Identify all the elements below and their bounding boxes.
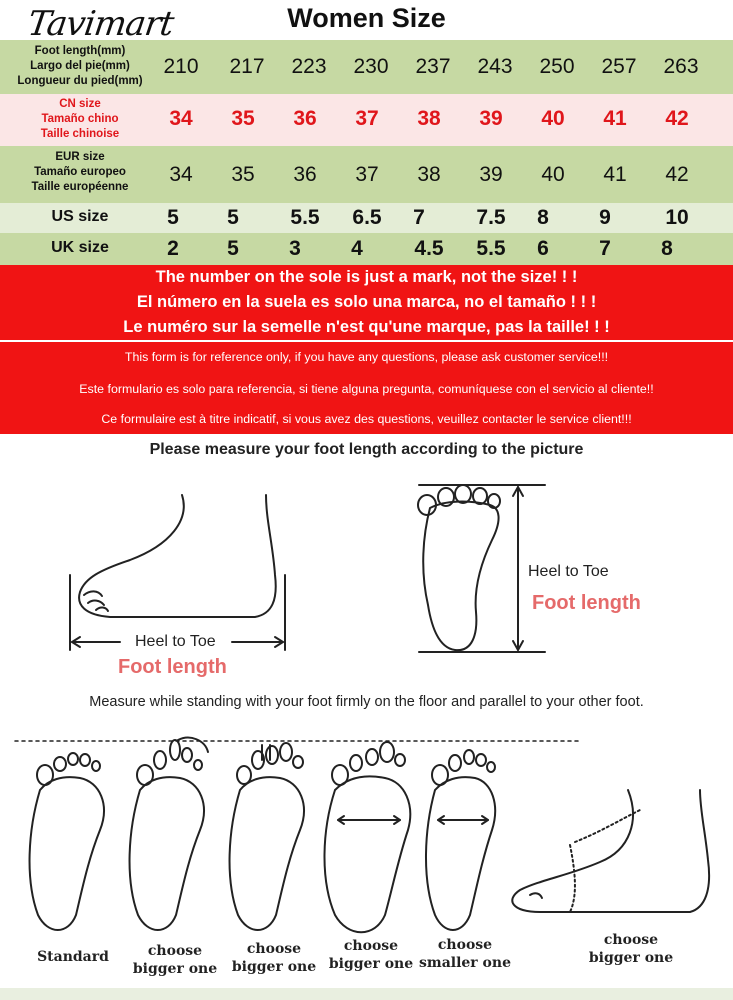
table-cell: 5: [227, 237, 239, 260]
caption-line: choose: [246, 941, 302, 957]
caption-line: bigger one: [132, 961, 218, 977]
table-cell: 35: [231, 107, 255, 130]
brand-logo: Tavimart: [25, 4, 176, 44]
caption-smaller: [410, 936, 520, 972]
table-cell: 3: [289, 237, 301, 260]
table-cell: 39: [479, 163, 503, 186]
table-cell: 243: [477, 55, 513, 78]
table-cell: 9: [599, 206, 611, 229]
foot-narrow-icon: [426, 750, 495, 930]
table-cell: 217: [229, 55, 265, 78]
table-cell: 230: [353, 55, 389, 78]
table-cell: 34: [169, 107, 193, 130]
table-cell: 8: [537, 206, 549, 229]
caption-line: choose: [603, 932, 659, 948]
caption-line: bigger one: [588, 950, 674, 966]
sole-heel-to-toe-label: Heel to Toe: [528, 563, 609, 580]
table-cell: 5.5: [290, 206, 320, 229]
warning-line: El número en la suela es solo una marca, no el tamaño ! ! !: [136, 293, 597, 311]
table-cell: 36: [293, 107, 317, 130]
table-cell: 6.5: [352, 206, 382, 229]
table-cell: 6: [537, 237, 549, 260]
caption-line: bigger one: [231, 959, 317, 975]
caption-bigger: [576, 931, 686, 967]
table-cell: 8: [661, 237, 673, 260]
table-cell: 38: [417, 163, 441, 186]
caption-line: choose: [437, 937, 493, 953]
caption-line: choose: [343, 938, 399, 954]
side-view-foot-icon: [70, 495, 285, 650]
table-cell: 40: [541, 107, 565, 130]
table-cell: 42: [665, 107, 689, 130]
side-foot-length-label: Foot length: [118, 656, 227, 678]
table-cell: 223: [291, 55, 327, 78]
row-label: Tamaño chino: [41, 113, 119, 125]
table-cell: 7.5: [476, 206, 506, 229]
foot-standard-icon: [30, 753, 104, 930]
sole-foot-length-label: Foot length: [532, 592, 641, 614]
table-cell: 250: [539, 55, 575, 78]
caption-line: smaller one: [419, 955, 511, 971]
table-cell: 4: [351, 237, 363, 260]
table-cell: 237: [415, 55, 451, 78]
row-label: Longueur du pied(mm): [17, 75, 143, 87]
row-label: UK size: [51, 239, 109, 256]
table-cell: 7: [599, 237, 611, 260]
table-cell: 36: [293, 163, 317, 186]
foot-high-instep-icon: [512, 790, 709, 912]
notice-line: Este formulario es solo para referencia, si tiene alguna pregunta, comuníquese con el servicio al cliente!!: [79, 382, 654, 396]
chart-title: Women Size: [287, 3, 446, 33]
notice-line: This form is for reference only, if you have any questions, please ask customer service!!!: [124, 350, 609, 364]
sole-view-foot-icon: [418, 485, 545, 652]
table-cell: 7: [413, 206, 425, 229]
table-cell: 210: [163, 55, 199, 78]
warning-line: Le numéro sur la semelle n'est qu'une marque, pas la taille! ! !: [123, 318, 610, 336]
row-label: Tamaño europeo: [34, 166, 126, 178]
table-cell: 40: [541, 163, 565, 186]
caption-standard: [18, 948, 128, 966]
table-cell: 257: [601, 55, 637, 78]
table-cell: 34: [169, 163, 193, 186]
caption-line: bigger one: [328, 956, 414, 972]
foot-long-second-toe-icon: [230, 743, 304, 930]
table-cell: 5.5: [476, 237, 506, 260]
table-cell: 2: [167, 237, 179, 260]
row-label: CN size: [59, 98, 101, 110]
bottom-strip: [0, 988, 733, 1000]
row-label: EUR size: [55, 151, 105, 163]
caption-line: Standard: [37, 949, 109, 965]
warning-line: The number on the sole is just a mark, not the size! ! !: [155, 268, 578, 286]
table-cell: 4.5: [414, 237, 444, 260]
caption-bigger: [120, 942, 230, 978]
row-label: US size: [51, 208, 109, 225]
table-cell: 37: [355, 163, 379, 186]
side-heel-to-toe-label: Heel to Toe: [135, 633, 216, 650]
table-cell: 37: [355, 107, 379, 130]
table-cell: 41: [603, 107, 627, 130]
caption-bigger: [219, 940, 329, 976]
caption-line: choose: [147, 943, 203, 959]
row-label: Taille européenne: [31, 181, 129, 193]
table-cell: 5: [167, 206, 179, 229]
measure-instruction: Measure while standing with your foot firmly on the floor and parallel to your other foot.: [89, 694, 644, 710]
foot-long-toe-icon: [130, 738, 208, 930]
table-cell: 39: [479, 107, 503, 130]
table-cell: 35: [231, 163, 255, 186]
table-cell: 10: [665, 206, 689, 229]
table-cell: 5: [227, 206, 239, 229]
foot-wide-icon: [324, 742, 410, 932]
notice-line: Ce formulaire est à titre indicatif, si vous avez des questions, veuillez contacter le service client!!!: [101, 412, 632, 426]
table-cell: 38: [417, 107, 441, 130]
row-label: Taille chinoise: [40, 128, 120, 140]
row-label: Largo del pie(mm): [30, 60, 130, 72]
table-cell: 41: [603, 163, 627, 186]
measure-title: Please measure your foot length according to the picture: [149, 441, 584, 458]
row-label: Foot length(mm): [34, 45, 126, 57]
table-cell: 263: [663, 55, 699, 78]
table-cell: 42: [665, 163, 689, 186]
